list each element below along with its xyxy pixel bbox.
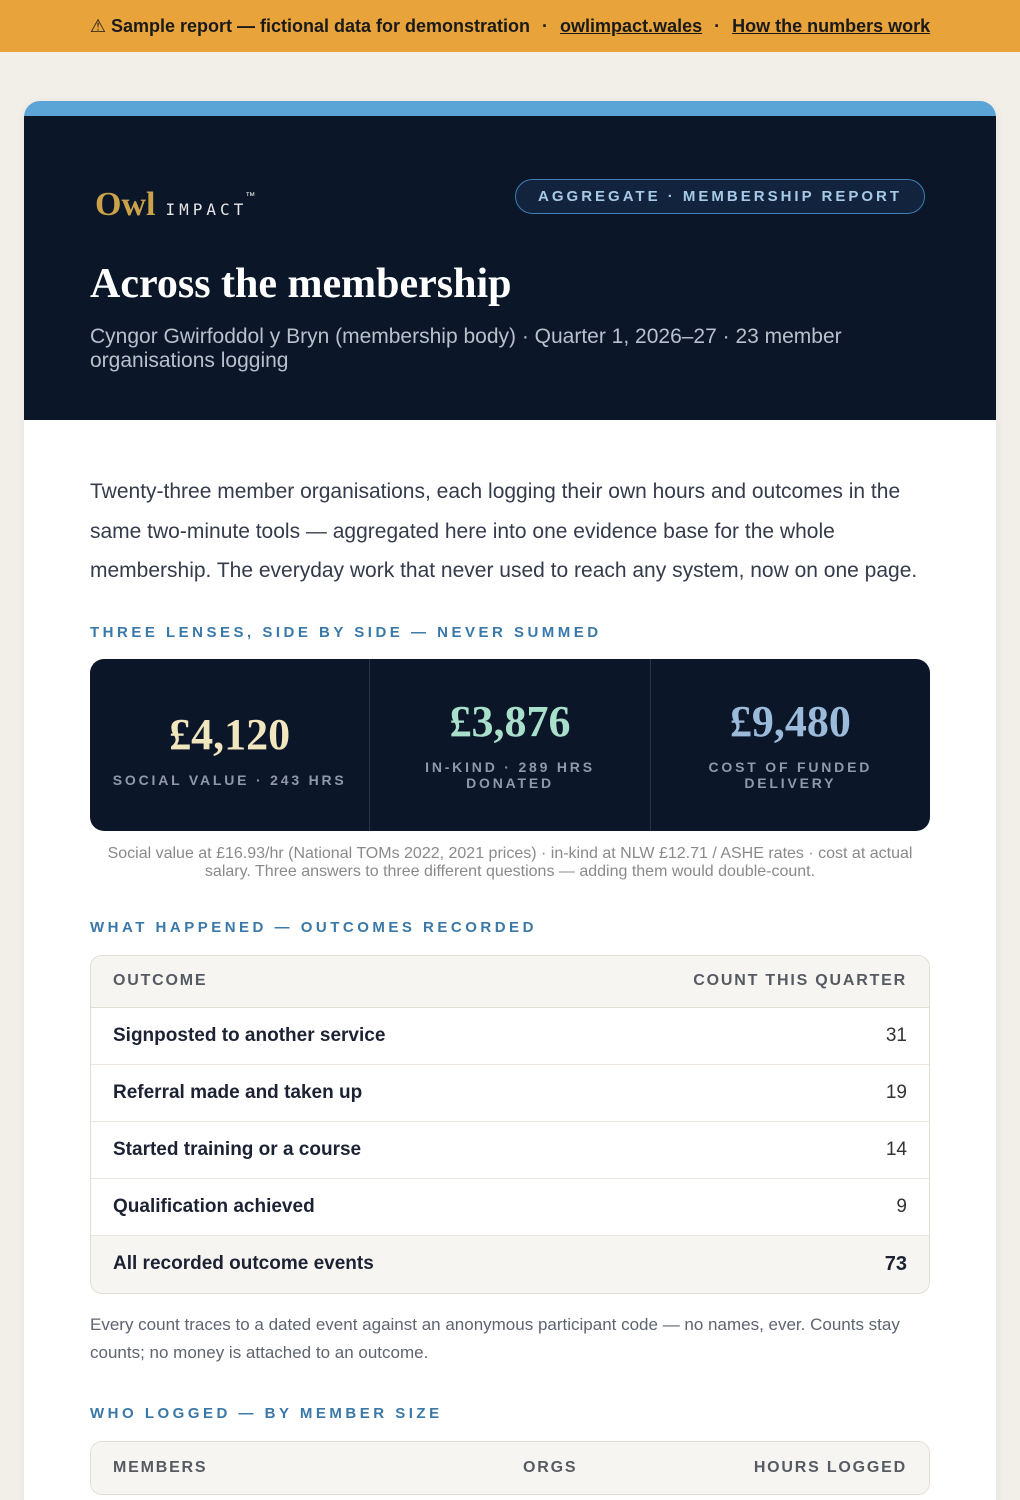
lenses-panel — [90, 659, 930, 831]
table-row — [91, 1179, 929, 1236]
outcomes-section-label: WHAT HAPPENED — OUTCOMES RECORDED — [90, 918, 537, 936]
site-link[interactable]: owlimpact.wales — [560, 15, 703, 36]
members-table — [90, 1441, 930, 1495]
owl-impact-logo — [95, 186, 255, 224]
table-row — [91, 1008, 929, 1065]
column-header-count: COUNT THIS QUARTER — [693, 972, 907, 989]
table-row — [91, 1065, 929, 1122]
page-title: Across the membership — [90, 261, 512, 307]
report-content — [24, 420, 996, 1495]
banner-separator: · — [542, 15, 549, 36]
table-row — [91, 1122, 929, 1179]
lens-value: £4,120 — [169, 709, 291, 759]
column-header-hours: HOURS LOGGED — [753, 1458, 907, 1476]
table-total-row — [91, 1236, 929, 1293]
demo-banner — [0, 0, 1020, 52]
members-table-header — [91, 1442, 929, 1494]
lens-in-kind — [370, 659, 650, 831]
outcomes-table-header — [91, 956, 929, 1008]
outcome-count: 31 — [885, 1024, 907, 1046]
page-subtitle: Cyngor Gwirfoddol y Bryn (membership body) · Quarter 1, 2026–27 · 23 member organisations logging — [90, 325, 842, 372]
outcome-label: Qualification achieved — [113, 1195, 315, 1217]
outcome-label: Referral made and taken up — [113, 1081, 363, 1103]
outcome-label: Signposted to another service — [113, 1024, 386, 1046]
report-card — [24, 101, 996, 1500]
lenses-footnote: Social value at £16.93/hr (National TOMs 2022, 2021 prices) · in-kind at NLW £12.71 / ASHE rates · cost at actual salary. Three answers to three different questions — adding them would double-count. — [107, 844, 913, 880]
outcome-count: 9 — [896, 1195, 907, 1217]
card-accent-bar — [24, 101, 996, 116]
lens-value: £3,876 — [449, 696, 571, 746]
logo-owl-text: Owl — [95, 186, 156, 223]
report-type-badge: AGGREGATE · MEMBERSHIP REPORT — [515, 179, 925, 214]
outcome-count: 14 — [885, 1138, 907, 1160]
logo-trademark: ™ — [245, 191, 256, 202]
column-header-outcome: OUTCOME — [113, 972, 208, 989]
banner-warning-text: ⚠ Sample report — fictional data for demonstration — [89, 15, 531, 36]
report-hero — [24, 116, 996, 420]
lenses-section-label: THREE LENSES, SIDE BY SIDE — NEVER SUMMED — [90, 623, 602, 641]
lens-cost-of-delivery — [651, 659, 930, 831]
logo-impact-text: IMPACT — [165, 200, 248, 219]
column-header-orgs: ORGS — [523, 1458, 578, 1476]
intro-paragraph: Twenty-three member organisations, each logging their own hours and outcomes in the same two-minute tools — aggregated here into one evidence base for the whole membership. The everyday work that never used to reach any system, now on one page. — [90, 480, 918, 582]
total-count: 73 — [884, 1252, 907, 1275]
members-section-label: WHO LOGGED — BY MEMBER SIZE — [90, 1404, 443, 1422]
lens-caption: IN-KIND · 289 HRS DONATED — [425, 758, 595, 791]
outcomes-footnote: Every count traces to a dated event against an anonymous participant code — no names, ever. Counts stay counts; no money is attached to an outcome. — [90, 1314, 900, 1362]
lens-caption: COST OF FUNDED DELIVERY — [708, 758, 873, 791]
outcomes-table — [90, 955, 930, 1294]
outcome-count: 19 — [885, 1081, 907, 1103]
lens-caption: SOCIAL VALUE · 243 HRS — [112, 771, 347, 788]
banner-separator: · — [714, 15, 721, 36]
outcome-label: Started training or a course — [113, 1138, 362, 1160]
method-link[interactable]: How the numbers work — [732, 15, 931, 36]
lens-value: £9,480 — [729, 696, 851, 746]
total-label: All recorded outcome events — [113, 1253, 374, 1274]
lens-social-value — [90, 659, 370, 831]
column-header-members: MEMBERS — [113, 1458, 208, 1476]
